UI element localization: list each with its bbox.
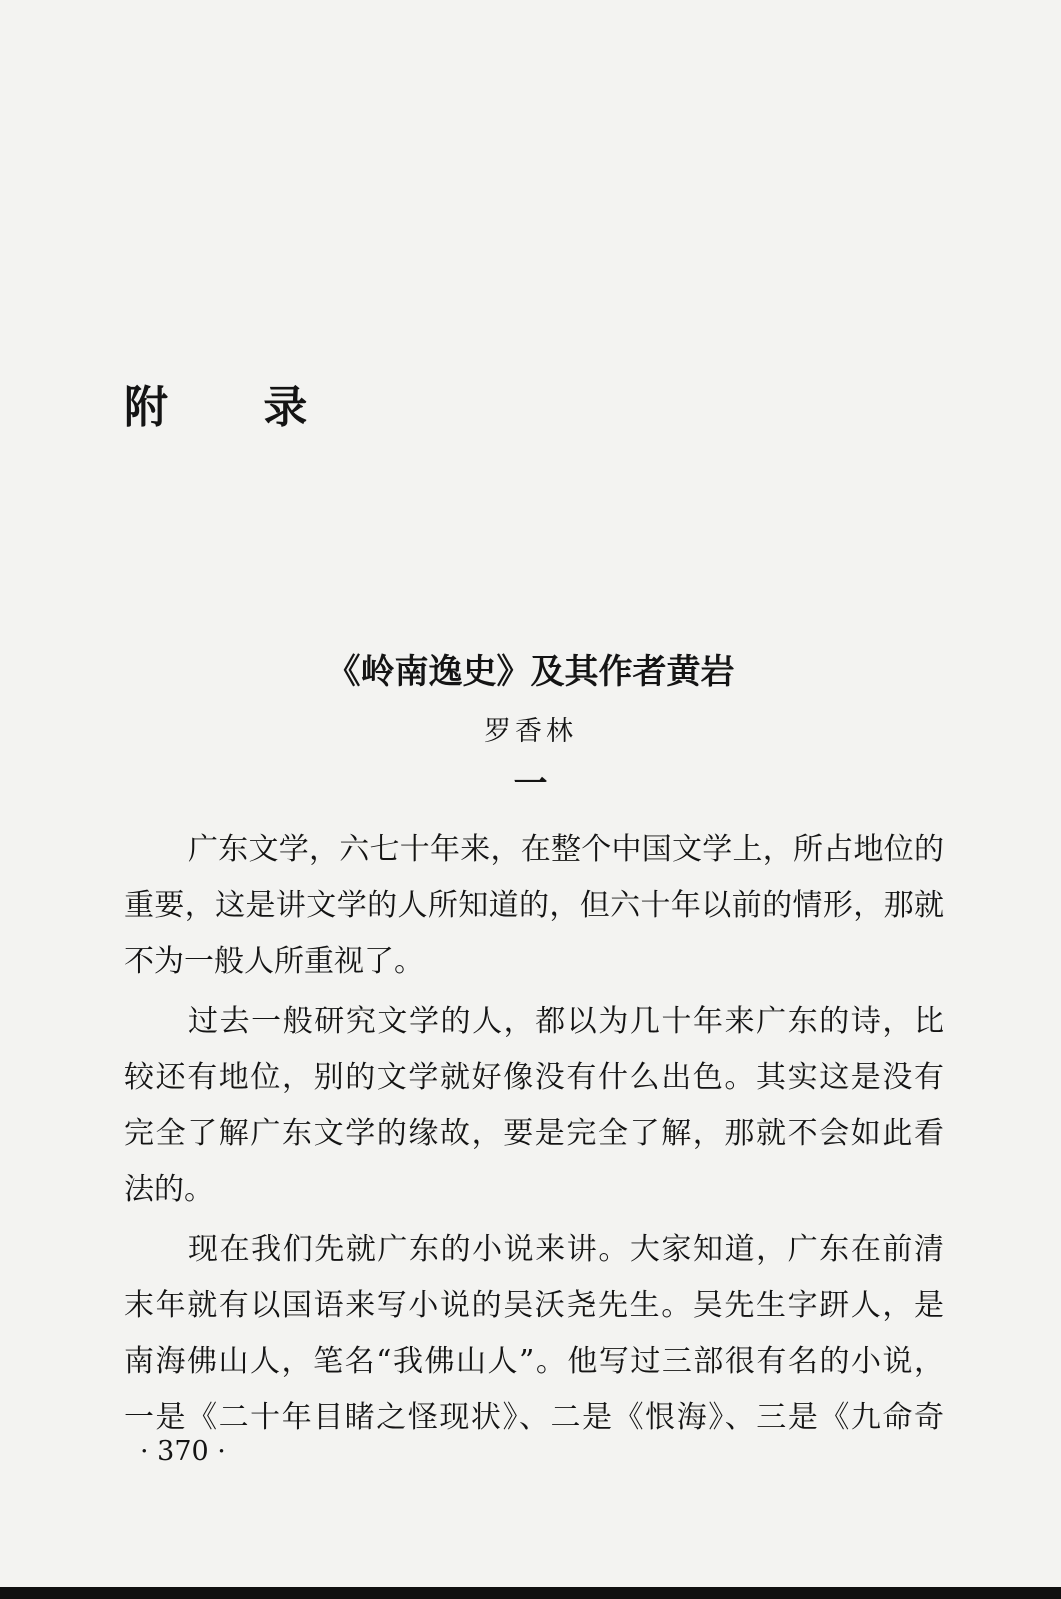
article-author: 罗香林 (484, 716, 577, 747)
section-heading: 附 录 (124, 382, 348, 433)
paragraph-1 (124, 822, 944, 990)
article-title: 《岭南逸史》及其作者黄岩 (326, 652, 735, 692)
paragraph-line: 法的。 (124, 1172, 214, 1207)
paragraph-line: 南海佛山人，笔名“我佛山人”。他写过三部很有名的小说， (124, 1344, 944, 1379)
paragraph-line: 不为一般人所重视了。 (124, 944, 424, 979)
paragraph-line: 末年就有以国语来写小说的吴沃尧先生。吴先生字趼人，是 (124, 1288, 944, 1323)
paragraph-line: 完全了解广东文学的缘故，要是完全了解，那就不会如此看 (124, 1116, 944, 1151)
paragraph-3 (124, 1222, 944, 1446)
page-number: · 370 · (140, 1436, 226, 1467)
paragraph-line: 过去一般研究文学的人，都以为几十年来广东的诗，比 (188, 1004, 944, 1039)
part-number: 一 (513, 764, 548, 804)
paragraph-2 (124, 994, 944, 1218)
paragraph-line: 广东文学，六七十年来，在整个中国文学上，所占地位的 (188, 832, 944, 867)
paragraph-line: 重要，这是讲文学的人所知道的，但六十年以前的情形，那就 (124, 888, 944, 923)
scan-bottom-edge (0, 1587, 1061, 1599)
paragraph-line: 现在我们先就广东的小说来讲。大家知道，广东在前清 (188, 1232, 944, 1267)
body-text (124, 822, 944, 1450)
paragraph-line: 一是《二十年目睹之怪现状》、二是《恨海》、三是《九命奇 (124, 1400, 944, 1435)
paragraph-line: 较还有地位，别的文学就好像没有什么出色。其实这是没有 (124, 1060, 944, 1095)
